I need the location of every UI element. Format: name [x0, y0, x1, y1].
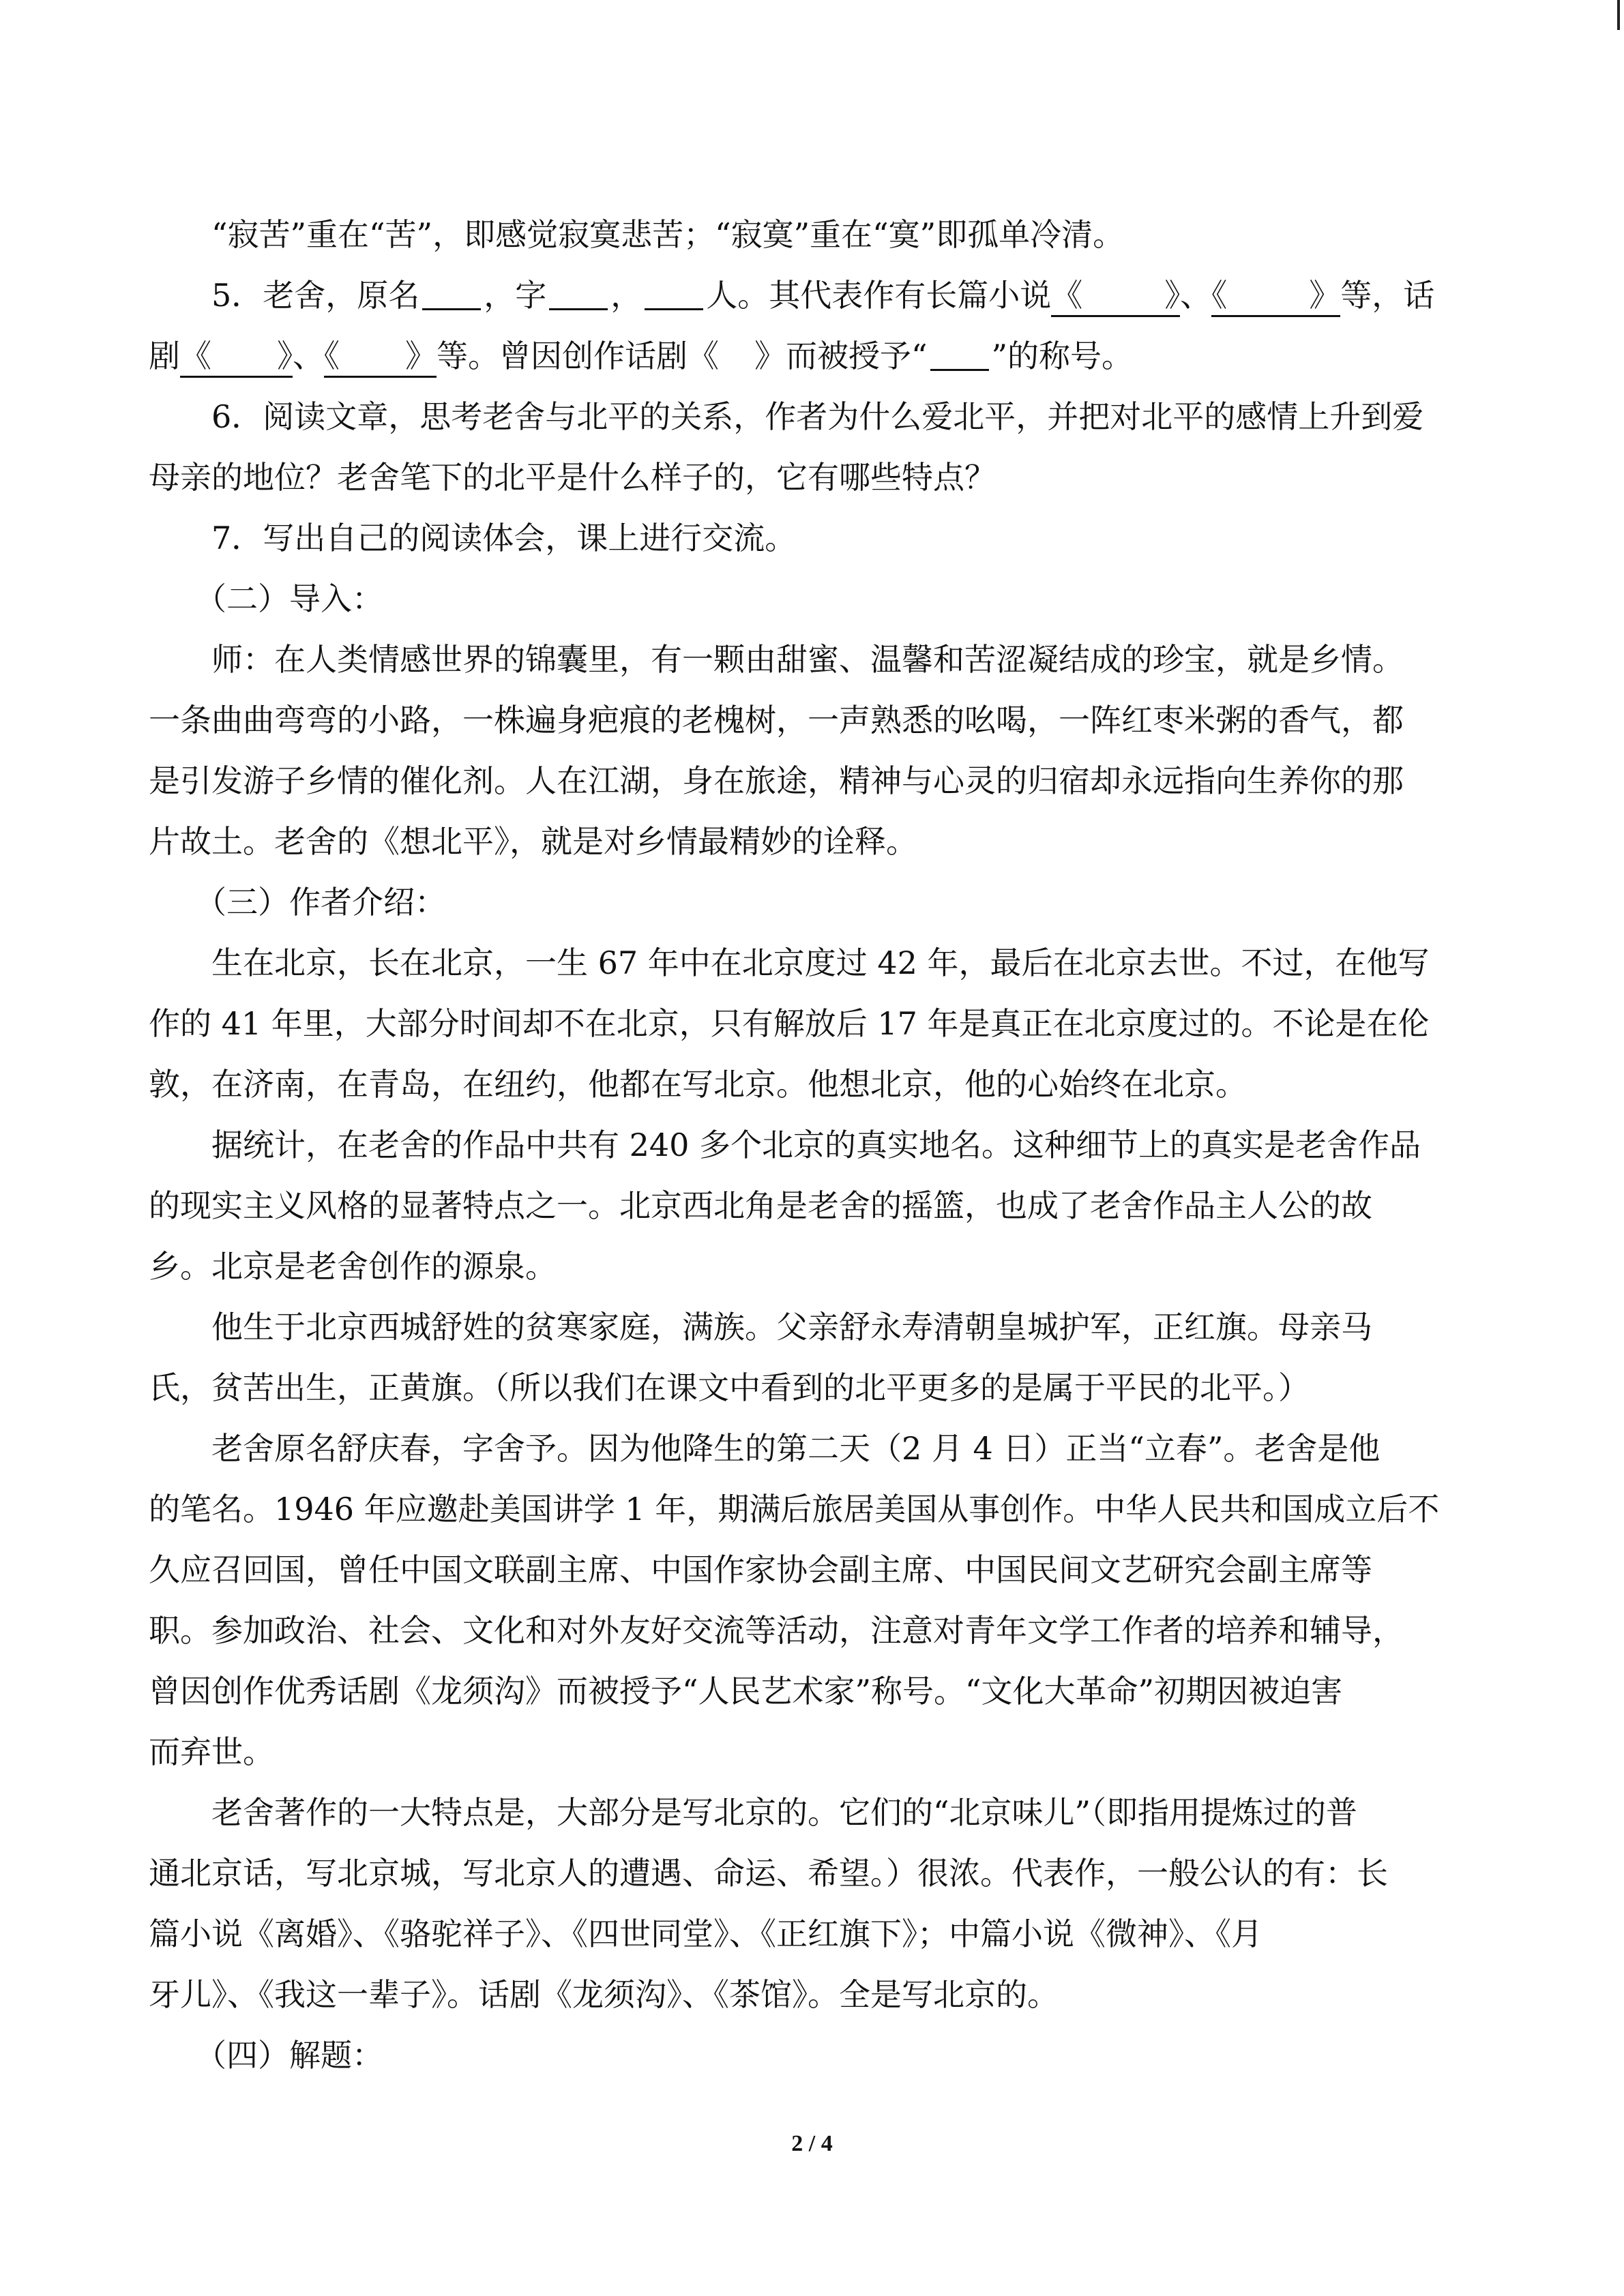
blank-origin[interactable]	[645, 281, 703, 310]
paragraph-line: 是引发游子乡情的催化剂。人在江湖，身在旅途，精神与心灵的归宿却永远指向生养你的那	[149, 762, 1404, 799]
paragraph-line: 而弃世。	[149, 1733, 274, 1770]
blank-courtesy-name[interactable]	[549, 281, 608, 310]
q5-sep-1: 、	[1180, 277, 1212, 314]
paragraph-line: 据统计，在老舍的作品中共有 240 多个北京的真实地名。这种细节上的真实是老舍作品	[211, 1127, 1421, 1163]
paragraph-line: 一条曲曲弯弯的小路，一株遍身疤痕的老槐树，一声熟悉的吆喝，一阵红枣米粥的香气，都	[149, 702, 1404, 739]
blank-novel-1[interactable]: 《 》	[1051, 277, 1180, 317]
paragraph-line: 作的 41 年里，大部分时间却不在北京，只有解放后 17 年是真正在北京度过的。不论是在伦	[149, 1005, 1430, 1042]
q5-deng-ceng: 等。曾因创作话剧《	[437, 338, 719, 374]
q5-deng-hua: 等，话	[1340, 277, 1435, 314]
q5-ren: 人。其代表作有长篇小说	[706, 277, 1052, 314]
paragraph-line: 母亲的地位？老舍笔下的北平是什么样子的，它有哪些特点？	[149, 459, 996, 496]
q5-zi: ，字	[484, 277, 547, 314]
q5-prefix: 5．老舍，原名	[211, 277, 420, 314]
document-body	[149, 205, 1479, 2086]
question-5-line-2	[149, 326, 1479, 387]
paragraph-line: 通北京话，写北京城，写北京人的遭遇、命运、希望。）很浓。代表作，一般公认的有：长	[149, 1855, 1388, 1892]
blank-honor-title[interactable]	[930, 342, 989, 371]
q5-sep-2: 、	[293, 338, 324, 374]
paragraph-line: 老舍著作的一大特点是，大部分是写北京的。它们的“北京味儿”（即指用提炼过的普	[211, 1794, 1358, 1831]
paragraph-line: 7．写出自己的阅读体会，课上进行交流。	[211, 520, 797, 556]
blank-original-name[interactable]	[422, 281, 481, 310]
q5-end: ”的称号。	[991, 338, 1134, 374]
blank-drama-2[interactable]: 《 》	[324, 338, 437, 378]
paragraph-line: 牙儿》、《我这一辈子》。话剧《龙须沟》、《茶馆》。全是写北京的。	[149, 1976, 1059, 2013]
paragraph-line: 乡。北京是老舍创作的源泉。	[149, 1248, 557, 1285]
page-number: 2 / 4	[791, 2131, 833, 2156]
page-corner-mark	[1617, 0, 1624, 30]
paragraph-line: 老舍原名舒庆春，字舍予。因为他降生的第二天（2 月 4 日）正当“立春”。老舍是他	[211, 1430, 1381, 1467]
paragraph-line: 6．阅读文章，思考老舍与北平的关系，作者为什么爱北平，并把对北平的感情上升到爱	[211, 398, 1424, 435]
paragraph-line: 职。参加政治、社会、文化和对外友好交流等活动，注意对青年文学工作者的培养和辅导，	[149, 1612, 1404, 1649]
paragraph-line: 敦，在济南，在青岛，在纽约，他都在写北京。他想北京，他的心始终在北京。	[149, 1066, 1247, 1103]
paragraph-line: 的笔名。1946 年应邀赴美国讲学 1 年，期满后旅居美国从事创作。中华人民共和国成立后不	[149, 1491, 1440, 1527]
paragraph-line: 氏，贫苦出生，正黄旗。（所以我们在课文中看到的北平更多的是属于平民的北平。）	[149, 1369, 1310, 1406]
paragraph-line: 的现实主义风格的显著特点之一。北京西北角是老舍的摇篮，也成了老舍作品主人公的故	[149, 1187, 1372, 1224]
q5-er: 》而被授予“	[754, 338, 928, 374]
blank-novel-2[interactable]: 《 》	[1211, 277, 1340, 317]
blank-drama-1[interactable]: 《 》	[180, 338, 293, 378]
paragraph-line: 师：在人类情感世界的锦囊里，有一颗由甜蜜、温馨和苦涩凝结成的珍宝，就是乡情。	[211, 641, 1404, 678]
q5-comma: ，	[610, 277, 643, 314]
paragraph-line: 他生于北京西城舒姓的贫寒家庭，满族。父亲舒永寿清朝皇城护军，正红旗。母亲马	[211, 1309, 1372, 1345]
paragraph-line: 生在北京，长在北京，一生 67 年中在北京度过 42 年，最后在北京去世。不过，在他写	[211, 944, 1430, 981]
paragraph-line: 片故土。老舍的《想北平》，就是对乡情最精妙的诠释。	[149, 823, 917, 860]
section-heading-intro: （二）导入：	[195, 580, 383, 617]
question-5-line-1	[149, 265, 1479, 326]
section-heading-title-analysis: （四）解题：	[195, 2037, 383, 2074]
paragraph-line: 篇小说《离婚》、《骆驼祥子》、《四世同堂》、《正红旗下》；中篇小说《微神》、《月	[149, 1915, 1263, 1952]
q5-line2-start: 剧	[149, 338, 180, 374]
paragraph-line: “寂苦”重在“苦”，即感觉寂寞悲苦；“寂寞”重在“寞”即孤单冷清。	[211, 216, 1125, 253]
paragraph-line: 曾因创作优秀话剧《龙须沟》而被授予“人民艺术家”称号。“文化大革命”初期因被迫害	[149, 1673, 1343, 1710]
section-heading-author: （三）作者介绍：	[195, 884, 446, 921]
paragraph-line: 久应召回国，曾任中国文联副主席、中国作家协会副主席、中国民间文艺研究会副主席等	[149, 1551, 1372, 1588]
